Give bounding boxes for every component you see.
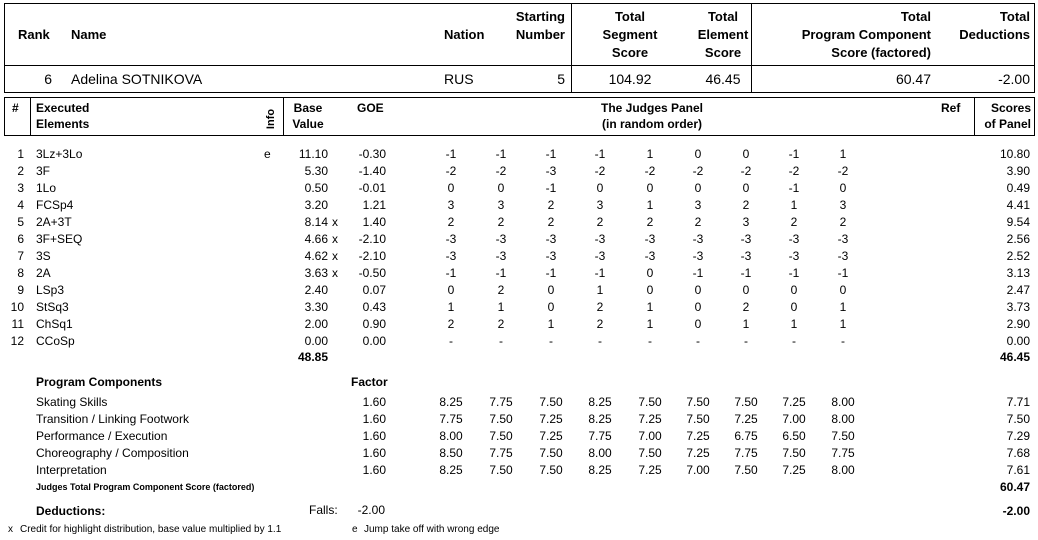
element-num: 11 [11, 317, 24, 331]
component-judge-score: 7.75 [439, 412, 463, 426]
header-tes-3: Score [704, 45, 742, 60]
component-judge-score: 8.25 [588, 463, 612, 477]
element-judge-score: -1 [594, 266, 606, 280]
element-goe: 0.90 [362, 317, 386, 331]
element-judge-score: -1 [495, 266, 507, 280]
component-judge-score: 7.50 [539, 463, 563, 477]
element-judge-score: 2 [646, 215, 654, 229]
deductions-total: -2.00 [1002, 504, 1030, 518]
element-code: 3Lz+3Lo [36, 147, 83, 161]
element-judge-score: 1 [742, 317, 750, 331]
footnote-e-mark: e [352, 524, 358, 535]
element-judge-score: - [841, 334, 845, 348]
element-judge-score: -3 [644, 232, 656, 246]
header-rank: Rank [18, 27, 50, 42]
element-judge-score: 3 [447, 198, 455, 212]
header-tes-1: Total [707, 9, 739, 24]
component-judge-score: 8.25 [588, 412, 612, 426]
element-judge-score: 0 [596, 181, 604, 195]
element-judge-score: - [449, 334, 453, 348]
component-factor: 1.60 [362, 463, 386, 477]
element-judge-score: 1 [497, 300, 505, 314]
element-judge-score: -2 [644, 164, 656, 178]
header-pcs-3: Score (factored) [831, 45, 931, 60]
skater-start: 5 [557, 71, 565, 87]
element-judge-score: 0 [646, 266, 654, 280]
component-judge-score: 7.25 [539, 412, 563, 426]
element-judge-score: - [598, 334, 602, 348]
element-num: 2 [17, 164, 24, 178]
element-judge-score: -2 [837, 164, 849, 178]
element-judge-score: 2 [447, 317, 455, 331]
eh-panel-1: The Judges Panel [600, 101, 704, 115]
component-panel-score: 7.29 [1006, 429, 1030, 443]
header-nation: Nation [444, 27, 485, 42]
component-factor: 1.60 [362, 412, 386, 426]
element-judge-score: -1 [445, 147, 457, 161]
element-base-value: 4.66 [304, 232, 328, 246]
element-base-value: 8.14 [304, 215, 328, 229]
element-judge-score: 2 [497, 283, 505, 297]
element-panel-score: 4.41 [1006, 198, 1030, 212]
element-judge-score: 2 [694, 215, 702, 229]
component-judge-score: 7.75 [588, 429, 612, 443]
component-judge-score: 8.25 [439, 395, 463, 409]
eh-vsep-elements [283, 97, 284, 136]
element-judge-score: 2 [742, 198, 750, 212]
element-judge-score: 2 [497, 317, 505, 331]
element-judge-score: -3 [545, 164, 557, 178]
deductions-label: Deductions: [36, 504, 106, 518]
element-judge-score: -3 [740, 232, 752, 246]
footnote-x-mark: x [8, 524, 13, 535]
component-panel-score: 7.68 [1006, 446, 1030, 460]
element-judge-score: 0 [447, 283, 455, 297]
component-judge-score: 7.50 [539, 446, 563, 460]
element-judge-score: -3 [495, 232, 507, 246]
element-judge-score: -2 [692, 164, 704, 178]
component-name: Interpretation [36, 463, 107, 477]
header-tss-3: Score [611, 45, 649, 60]
element-code: ChSq1 [36, 317, 73, 331]
element-judge-score: 0 [790, 283, 798, 297]
element-judge-score: 3 [839, 198, 847, 212]
element-goe: -0.30 [358, 147, 386, 161]
component-judge-score: 7.50 [539, 395, 563, 409]
skater-tss: 104.92 [608, 71, 652, 87]
element-judge-score: 0 [839, 283, 847, 297]
element-base-value: 2.40 [304, 283, 328, 297]
element-judge-score: -1 [788, 266, 800, 280]
element-judge-score: 0 [694, 300, 702, 314]
element-base-value: 0.00 [304, 334, 328, 348]
component-judge-score: 7.00 [782, 412, 806, 426]
element-judge-score: 0 [742, 283, 750, 297]
element-judge-score: -3 [740, 249, 752, 263]
element-judge-score: -1 [545, 266, 557, 280]
element-panel-score: 2.90 [1006, 317, 1030, 331]
element-judge-score: 1 [646, 147, 654, 161]
element-judge-score: -3 [545, 232, 557, 246]
component-factor: 1.60 [362, 395, 386, 409]
skater-nation: RUS [444, 71, 474, 87]
element-panel-score: 0.00 [1006, 334, 1030, 348]
component-judge-score: 7.50 [831, 429, 855, 443]
component-judge-score: 7.50 [686, 412, 710, 426]
element-base-value: 0.50 [304, 181, 328, 195]
header-divider [4, 65, 1035, 66]
element-judge-score: -3 [545, 249, 557, 263]
element-code: 3F [36, 164, 51, 178]
component-judge-score: 7.75 [489, 395, 513, 409]
element-judge-score: -1 [692, 266, 704, 280]
element-judge-score: -3 [495, 249, 507, 263]
element-judge-score: 2 [596, 300, 604, 314]
element-judge-score: 0 [694, 317, 702, 331]
element-judge-score: 3 [742, 215, 750, 229]
component-judge-score: 7.50 [638, 395, 662, 409]
element-code: 3S [36, 249, 51, 263]
element-code: StSq3 [36, 300, 69, 314]
element-judge-score: 1 [547, 317, 555, 331]
element-num: 7 [17, 249, 24, 263]
footnote-e-text: Jump take off with wrong edge [364, 524, 500, 535]
element-goe: -2.10 [358, 232, 386, 246]
element-judge-score: 3 [596, 198, 604, 212]
element-judge-score: -1 [545, 147, 557, 161]
component-judge-score: 7.25 [638, 412, 662, 426]
element-judge-score: 2 [447, 215, 455, 229]
element-judge-score: 3 [694, 198, 702, 212]
header-starting-2: Number [515, 27, 565, 42]
element-judge-score: -3 [788, 232, 800, 246]
element-judge-score: 0 [547, 300, 555, 314]
element-judge-score: -1 [495, 147, 507, 161]
element-info: e [264, 147, 271, 161]
element-code: 2A+3T [36, 215, 72, 229]
component-judge-score: 8.50 [439, 446, 463, 460]
element-judge-score: -2 [788, 164, 800, 178]
element-judge-score: -2 [445, 164, 457, 178]
element-judge-score: - [499, 334, 503, 348]
component-judge-score: 7.50 [489, 412, 513, 426]
element-panel-score: 10.80 [999, 147, 1030, 161]
eh-base-1: Base [293, 101, 323, 115]
element-judge-score: 2 [790, 215, 798, 229]
element-x-mark: x [332, 215, 338, 229]
skater-rank: 6 [44, 71, 52, 87]
header-tss-2: Segment [602, 27, 658, 42]
element-panel-score: 9.54 [1006, 215, 1030, 229]
element-judge-score: -3 [445, 249, 457, 263]
element-judge-score: -1 [788, 181, 800, 195]
component-judge-score: 7.25 [539, 429, 563, 443]
eh-vsep-num [30, 97, 31, 136]
component-judge-score: 7.50 [734, 395, 758, 409]
component-judge-score: 7.25 [638, 463, 662, 477]
component-judge-score: 7.50 [734, 463, 758, 477]
component-judge-score: 7.25 [734, 412, 758, 426]
component-judge-score: 7.50 [686, 395, 710, 409]
header-tss-1: Total [614, 9, 646, 24]
element-base-value: 3.63 [304, 266, 328, 280]
header-name: Name [71, 27, 107, 42]
element-judge-score: 1 [790, 198, 798, 212]
eh-scores-2: of Panel [984, 117, 1031, 131]
element-num: 12 [10, 334, 24, 348]
element-judge-score: 1 [839, 300, 847, 314]
pc-title: Program Components [36, 375, 163, 389]
element-goe: 0.07 [362, 283, 386, 297]
element-judge-score: 0 [742, 181, 750, 195]
element-judge-score: -1 [594, 147, 606, 161]
elements-total-bv: 48.85 [297, 350, 328, 364]
header-pcs-1: Total [900, 9, 931, 24]
component-name: Choreography / Composition [36, 446, 189, 460]
element-judge-score: -3 [788, 249, 800, 263]
element-num: 6 [17, 232, 24, 246]
element-judge-score: -1 [788, 147, 800, 161]
header-ded-1: Total [999, 9, 1030, 24]
pcs-total-label: Judges Total Program Component Score (factored) [36, 482, 255, 492]
element-code: LSp3 [36, 283, 65, 297]
component-judge-score: 8.00 [831, 395, 855, 409]
element-goe: -0.01 [358, 181, 386, 195]
element-judge-score: 0 [547, 283, 555, 297]
pcs-total-value: 60.47 [999, 480, 1030, 494]
element-goe: -2.10 [358, 249, 386, 263]
element-judge-score: -3 [692, 249, 704, 263]
element-judge-score: - [792, 334, 796, 348]
skater-name: Adelina SOTNIKOVA [71, 71, 203, 87]
element-judge-score: 1 [839, 147, 847, 161]
element-num: 3 [17, 181, 24, 195]
element-judge-score: 2 [497, 215, 505, 229]
element-goe: 1.40 [362, 215, 386, 229]
header-starting-1: Starting [515, 9, 565, 24]
component-judge-score: 7.75 [734, 446, 758, 460]
element-goe: -1.40 [358, 164, 386, 178]
element-judge-score: - [549, 334, 553, 348]
component-name: Skating Skills [36, 395, 108, 409]
element-x-mark: x [332, 232, 338, 246]
component-factor: 1.60 [362, 446, 386, 460]
component-judge-score: 7.50 [638, 446, 662, 460]
element-code: 2A [36, 266, 51, 280]
element-judge-score: 0 [694, 147, 702, 161]
element-panel-score: 3.13 [1006, 266, 1030, 280]
element-judge-score: -3 [644, 249, 656, 263]
element-base-value: 11.10 [298, 147, 328, 161]
eh-info: Info [265, 108, 277, 130]
component-judge-score: 7.50 [489, 429, 513, 443]
element-judge-score: -2 [740, 164, 752, 178]
element-panel-score: 2.47 [1006, 283, 1030, 297]
component-judge-score: 7.25 [782, 463, 806, 477]
element-judge-score: -3 [594, 249, 606, 263]
component-panel-score: 7.61 [1006, 463, 1030, 477]
element-judge-score: 1 [790, 317, 798, 331]
component-judge-score: 6.50 [782, 429, 806, 443]
element-judge-score: -3 [837, 232, 849, 246]
header-ded-2: Deductions [959, 27, 1030, 42]
element-goe: 0.00 [362, 334, 386, 348]
element-judge-score: -2 [495, 164, 507, 178]
element-x-mark: x [332, 266, 338, 280]
element-panel-score: 2.56 [1006, 232, 1030, 246]
element-judge-score: 2 [596, 215, 604, 229]
eh-panel-2: (in random order) [601, 117, 702, 131]
element-num: 5 [17, 215, 24, 229]
falls-label: Falls: [309, 503, 338, 517]
element-code: CCoSp [36, 334, 75, 348]
element-code: FCSp4 [36, 198, 74, 212]
eh-goe: GOE [357, 101, 384, 115]
element-judge-score: - [648, 334, 652, 348]
element-judge-score: -1 [445, 266, 457, 280]
component-judge-score: 8.25 [439, 463, 463, 477]
element-judge-score: 0 [694, 283, 702, 297]
element-base-value: 2.00 [304, 317, 328, 331]
component-judge-score: 7.00 [638, 429, 662, 443]
eh-scores-1: Scores [990, 101, 1031, 115]
element-judge-score: -2 [594, 164, 606, 178]
component-panel-score: 7.71 [1006, 395, 1030, 409]
element-judge-score: 1 [839, 317, 847, 331]
element-judge-score: 1 [646, 300, 654, 314]
eh-exec-2: Elements [36, 117, 90, 131]
component-judge-score: 7.00 [686, 463, 710, 477]
component-panel-score: 7.50 [1006, 412, 1030, 426]
element-judge-score: 1 [447, 300, 455, 314]
element-judge-score: -1 [545, 181, 557, 195]
element-judge-score: 0 [742, 147, 750, 161]
element-base-value: 5.30 [304, 164, 328, 178]
header-tes-2: Element [697, 27, 749, 42]
skater-ded: -2.00 [998, 71, 1030, 87]
element-num: 1 [17, 147, 24, 161]
header-vsep-1 [571, 3, 572, 93]
element-judge-score: -3 [837, 249, 849, 263]
element-base-value: 3.20 [304, 198, 328, 212]
element-judge-score: -3 [692, 232, 704, 246]
element-judge-score: - [744, 334, 748, 348]
element-judge-score: 0 [839, 181, 847, 195]
element-goe: 0.43 [362, 300, 386, 314]
element-panel-score: 0.49 [1006, 181, 1030, 195]
element-code: 3F+SEQ [36, 232, 83, 246]
element-panel-score: 3.90 [1006, 164, 1030, 178]
component-judge-score: 8.25 [588, 395, 612, 409]
component-judge-score: 8.00 [588, 446, 612, 460]
component-judge-score: 7.75 [831, 446, 855, 460]
element-judge-score: 3 [497, 198, 505, 212]
component-name: Performance / Execution [36, 429, 168, 443]
element-judge-score: 2 [547, 198, 555, 212]
component-judge-score: 7.50 [782, 446, 806, 460]
skater-tes: 46.45 [705, 71, 741, 87]
element-judge-score: 0 [646, 181, 654, 195]
element-judge-score: -1 [740, 266, 752, 280]
element-num: 4 [17, 198, 24, 212]
eh-ref: Ref [941, 101, 961, 115]
element-judge-score: 0 [694, 181, 702, 195]
component-judge-score: 6.75 [734, 429, 758, 443]
element-num: 10 [10, 300, 24, 314]
element-judge-score: -3 [445, 232, 457, 246]
eh-vsep-scores [974, 97, 975, 136]
component-judge-score: 7.25 [686, 446, 710, 460]
element-judge-score: 2 [839, 215, 847, 229]
element-judge-score: 0 [497, 181, 505, 195]
element-judge-score: -3 [594, 232, 606, 246]
element-judge-score: 1 [646, 317, 654, 331]
element-judge-score: 0 [646, 283, 654, 297]
element-panel-score: 2.52 [1006, 249, 1030, 263]
element-judge-score: 2 [596, 317, 604, 331]
eh-base-2: Value [292, 117, 324, 131]
element-judge-score: - [696, 334, 700, 348]
footnote-x-text: Credit for highlight distribution, base value multiplied by 1.1 [20, 524, 282, 535]
element-base-value: 3.30 [304, 300, 328, 314]
element-judge-score: -1 [837, 266, 849, 280]
element-num: 9 [17, 283, 24, 297]
element-judge-score: 1 [646, 198, 654, 212]
component-judge-score: 7.75 [489, 446, 513, 460]
component-judge-score: 8.00 [831, 463, 855, 477]
component-judge-score: 7.50 [489, 463, 513, 477]
element-judge-score: 1 [596, 283, 604, 297]
skater-pcs: 60.47 [895, 71, 931, 87]
element-goe: 1.21 [362, 198, 386, 212]
header-pcs-2: Program Component [801, 27, 931, 42]
component-judge-score: 8.00 [831, 412, 855, 426]
element-judge-score: 0 [790, 300, 798, 314]
component-name: Transition / Linking Footwork [36, 412, 189, 426]
component-factor: 1.60 [362, 429, 386, 443]
pc-factor-header: Factor [351, 375, 388, 389]
element-base-value: 4.62 [304, 249, 328, 263]
falls-value: -2.00 [357, 503, 385, 517]
component-judge-score: 7.25 [686, 429, 710, 443]
element-judge-score: 0 [447, 181, 455, 195]
element-judge-score: 2 [742, 300, 750, 314]
element-num: 8 [17, 266, 24, 280]
component-judge-score: 7.25 [782, 395, 806, 409]
element-judge-score: 2 [547, 215, 555, 229]
elements-total-sp: 46.45 [999, 350, 1030, 364]
element-x-mark: x [332, 249, 338, 263]
element-panel-score: 3.73 [1006, 300, 1030, 314]
eh-exec-1: Executed [36, 101, 90, 115]
eh-num: # [12, 101, 19, 115]
element-code: 1Lo [36, 181, 57, 195]
component-judge-score: 8.00 [439, 429, 463, 443]
elements-header-frame [4, 97, 1035, 136]
element-goe: -0.50 [358, 266, 386, 280]
